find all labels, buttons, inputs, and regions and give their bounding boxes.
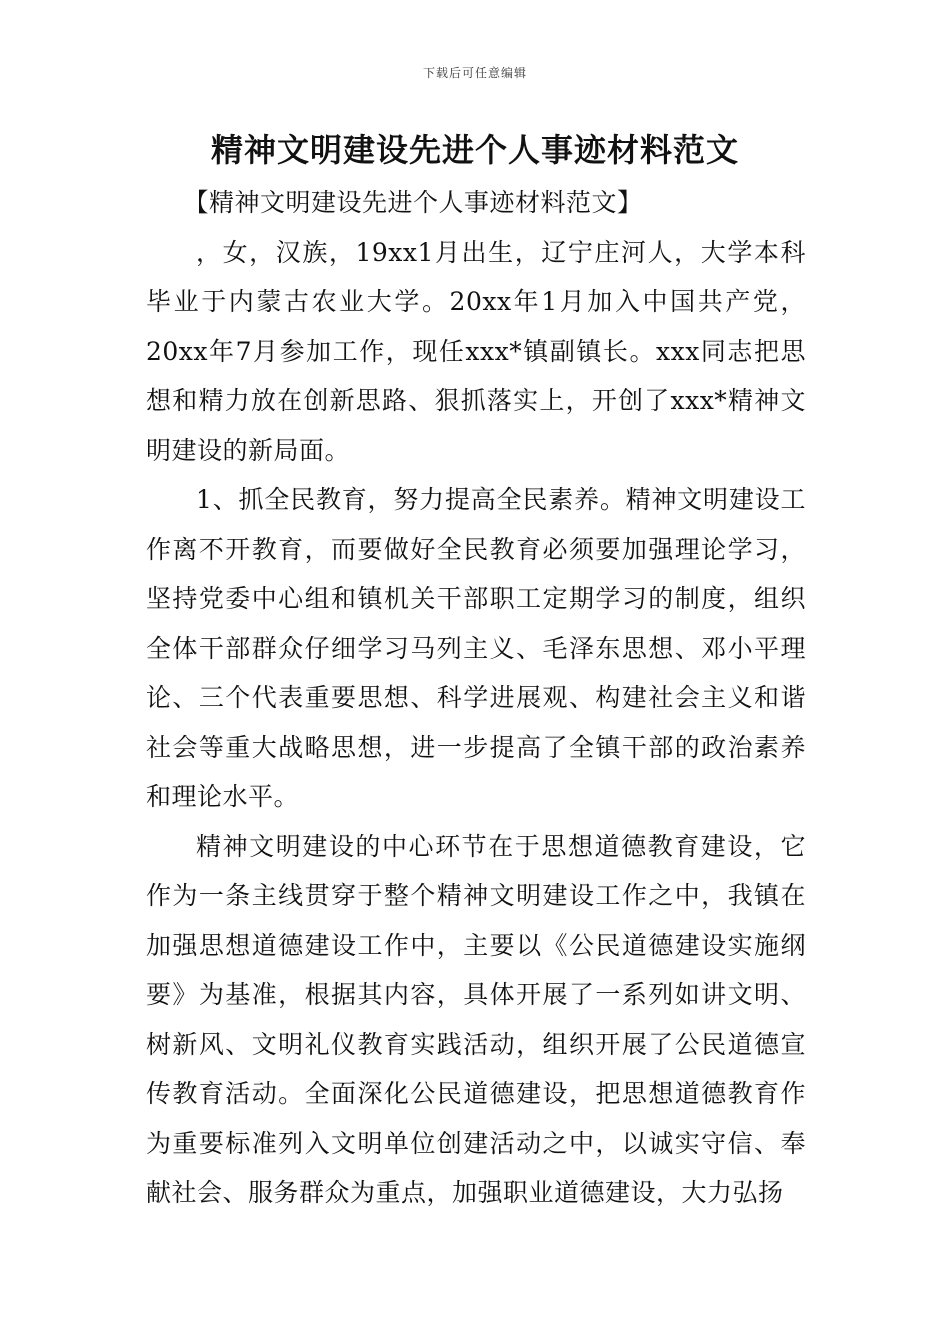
paragraph-intro: ，女，汉族，19xx1月出生，辽宁庄河人，大学本科毕业于内蒙古农业大学。20xx年1月加入中国共产党，20xx年7月参加工作，现任xxx*镇副镇长。xxx同志把思想和精力放在创新思路、狠抓落实上，开创了xxx*精神文明建设的新局面。 xyxy=(146,237,806,465)
document-body xyxy=(146,178,806,1218)
document-title: 精神文明建设先进个人事迹材料范文 xyxy=(210,131,739,169)
document-subtitle: 【精神文明建设先进个人事迹材料范文】 xyxy=(183,188,643,217)
paragraph-moral-construction: 精神文明建设的中心环节在于思想道德教育建设，它作为一条主线贯穿于整个精神文明建设工作之中，我镇在加强思想道德建设工作中，主要以《公民道德建设实施纲要》为基准，根据其内容，具体开展了一系列如讲文明、树新风、文明礼仪教育实践活动，组织开展了公民道德宣传教育活动。全面深化公民道德建设，把思想道德教育作为重要标准列入文明单位创建活动之中，以诚实守信、奉献社会、服务群众为重点，加强职业道德建设，大力弘扬 xyxy=(146,831,806,1207)
header-note: 下载后可任意编辑 xyxy=(422,66,527,80)
paragraph-education: 1、抓全民教育，努力提高全民素养。精神文明建设工作离不开教育，而要做好全民教育必须要加强理论学习，坚持党委中心组和镇机关干部职工定期学习的制度，组织全体干部群众仔细学习马列主义、毛泽东思想、邓小平理论、三个代表重要思想、科学进展观、构建社会主义和谐社会等重大战略思想，进一步提高了全镇干部的政治素养和理论水平。 xyxy=(146,485,806,811)
